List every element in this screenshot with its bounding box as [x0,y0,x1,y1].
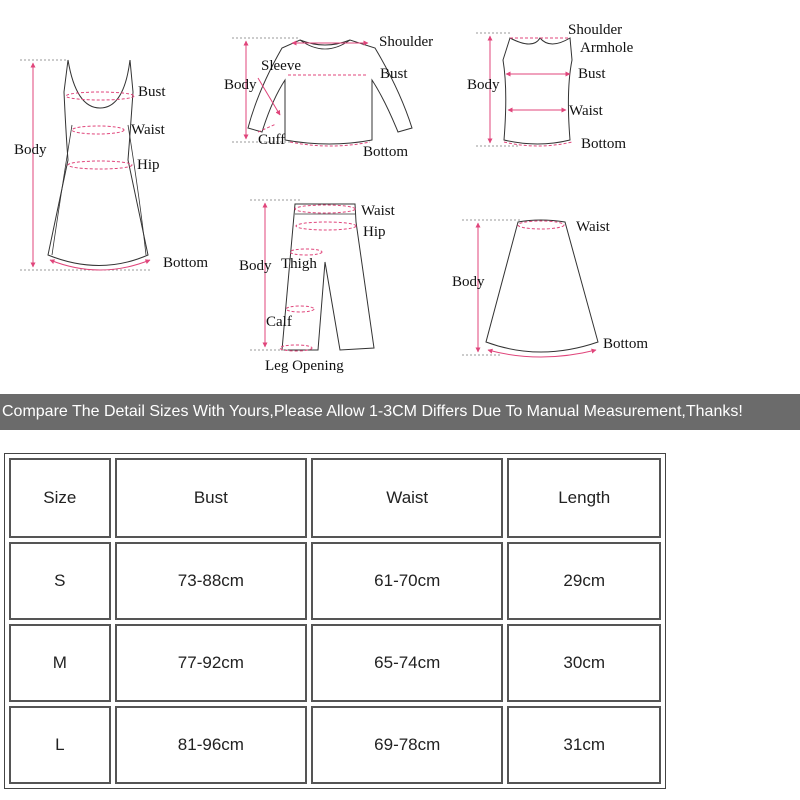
pants-calf-label: Calf [266,314,292,330]
skirt-bottom-label: Bottom [603,336,649,352]
dress-waist-label: Waist [131,122,165,138]
top-bottom-label: Bottom [363,144,409,160]
table-row [9,542,661,620]
dress-hip-label: Hip [137,157,160,173]
skirt-waist-label: Waist [576,219,610,235]
top-sleeve-label: Sleeve [261,58,301,74]
dress-body-label: Body [14,142,47,158]
tank-waist-label: Waist [569,103,603,119]
long-sleeve-top-diagram [232,38,412,146]
bust-cell: 81-96cm [115,706,307,784]
header-size: Size [9,458,111,538]
bust-cell: 77-92cm [115,624,307,702]
tank-shoulder-label: Shoulder [568,22,623,38]
tank-body-label: Body [467,77,500,93]
table-row [9,624,661,702]
waist-cell: 65-74cm [311,624,503,702]
pants-thigh-label: Thigh [281,256,317,272]
size-cell: S [9,542,111,620]
bust-cell: 73-88cm [115,542,307,620]
tank-bottom-label: Bottom [581,136,627,152]
header-waist: Waist [311,458,503,538]
tank-armhole-label: Armhole [580,40,634,56]
table-row [9,706,661,784]
length-cell: 31cm [507,706,661,784]
length-cell: 30cm [507,624,661,702]
size-cell: M [9,624,111,702]
pants-waist-label: Waist [361,203,395,219]
dress-bust-label: Bust [138,84,166,100]
measurement-notice-banner: Compare The Detail Sizes With Yours,Please Allow 1-3CM Differs Due To Manual Measurement,Thanks! [0,394,800,430]
pants-body-label: Body [239,258,272,274]
size-chart-table-container [4,453,666,789]
top-body-label: Body [224,77,257,93]
waist-cell: 69-78cm [311,706,503,784]
pants-leg-opening-label: Leg Opening [265,358,344,374]
size-chart-table [5,454,665,788]
length-cell: 29cm [507,542,661,620]
size-diagram-area [0,0,800,395]
pants-hip-label: Hip [363,224,386,240]
skirt-body-label: Body [452,274,485,290]
dress-bottom-label: Bottom [163,255,209,271]
top-shoulder-label: Shoulder [379,34,434,50]
header-bust: Bust [115,458,307,538]
waist-cell: 61-70cm [311,542,503,620]
size-cell: L [9,706,111,784]
top-bust-label: Bust [380,66,408,82]
dress-diagram [20,60,150,270]
header-length: Length [507,458,661,538]
top-cuff-label: Cuff [258,132,286,148]
garment-diagrams [0,0,800,395]
table-header-row [9,458,661,538]
tank-bust-label: Bust [578,66,606,82]
